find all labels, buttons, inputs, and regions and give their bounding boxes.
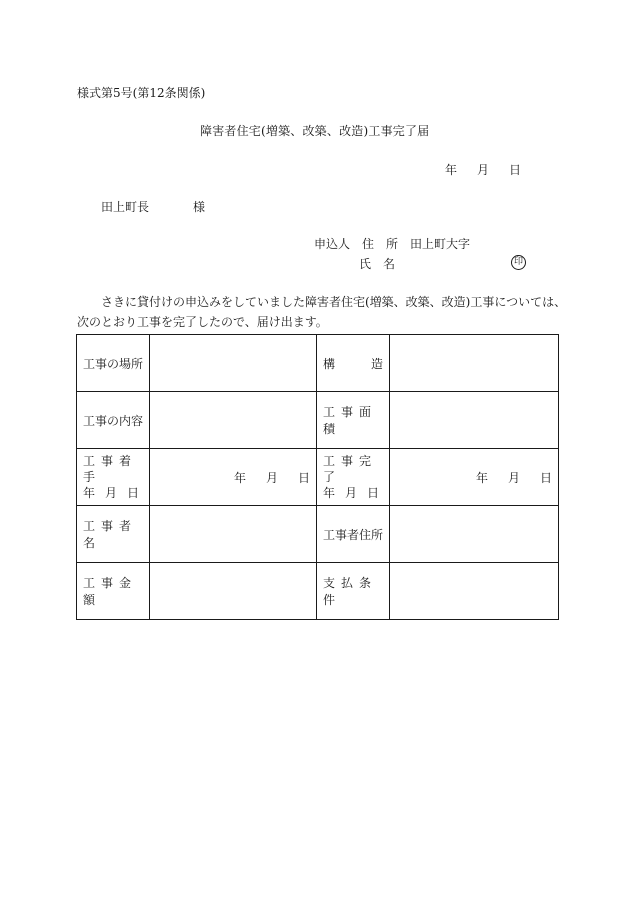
payment-terms-label: 支払条件 <box>317 563 390 620</box>
contractor-name-field[interactable] <box>150 506 317 563</box>
name-label: 氏 名 <box>359 257 396 271</box>
location-label: 工事の場所 <box>77 335 150 392</box>
addressee <box>101 198 205 215</box>
complete-date-label <box>317 449 390 506</box>
address-label: 住 所 <box>362 237 399 251</box>
start-date-label-line2: 年月日 <box>83 486 150 500</box>
contents-field[interactable] <box>150 392 317 449</box>
area-label: 工事面積 <box>317 392 390 449</box>
start-date-label-line1: 工事着手 <box>83 454 138 484</box>
body-text-line-2: 次のとおり工事を完了したので、届け出ます。 <box>77 315 328 329</box>
complete-date-field[interactable] <box>390 449 559 506</box>
date-day: 日 <box>509 163 522 177</box>
start-date-label <box>77 449 150 506</box>
applicant-name-line <box>359 255 395 272</box>
applicant-label: 申込人 <box>314 237 351 251</box>
date-year: 年 <box>445 163 458 177</box>
complete-date-label-line2: 年月日 <box>323 486 390 500</box>
contents-label: 工事の内容 <box>77 392 150 449</box>
complete-date-month: 月 <box>507 470 520 485</box>
complete-date-year: 年 <box>475 470 488 485</box>
complete-date-day: 日 <box>539 470 552 485</box>
address-value: 田上町大字 <box>410 237 471 251</box>
area-field[interactable] <box>390 392 559 449</box>
complete-date-label-line1: 工事完了 <box>323 454 378 484</box>
structure-field[interactable] <box>390 335 559 392</box>
table-row <box>77 506 559 563</box>
start-date-field[interactable] <box>150 449 317 506</box>
date-line <box>445 161 521 178</box>
structure-label: 構 造 <box>317 335 390 392</box>
work-details-table <box>76 334 559 620</box>
table-row <box>77 563 559 620</box>
document-title: 障害者住宅(増築、改築、改造)工事完了届 <box>200 124 430 138</box>
contractor-address-field[interactable] <box>390 506 559 563</box>
addressee-honorific: 様 <box>193 200 206 214</box>
table-row <box>77 392 559 449</box>
contractor-address-label: 工事者住所 <box>317 506 390 563</box>
start-date-year: 年 <box>233 470 246 485</box>
seal-mark: 印 <box>511 255 526 270</box>
start-date-month: 月 <box>265 470 278 485</box>
form-number: 様式第5号(第12条関係) <box>77 86 206 100</box>
addressee-name: 田上町長 <box>101 200 150 214</box>
contractor-name-label: 工事者名 <box>77 506 150 563</box>
payment-terms-field[interactable] <box>390 563 559 620</box>
applicant-address-line <box>314 235 470 252</box>
amount-field[interactable] <box>150 563 317 620</box>
start-date-day: 日 <box>297 470 310 485</box>
body-text-line-1: さきに貸付けの申込みをしていました障害者住宅(増築、改築、改造)工事については、 <box>101 295 567 309</box>
table-row <box>77 335 559 392</box>
location-field[interactable] <box>150 335 317 392</box>
amount-label: 工事金額 <box>77 563 150 620</box>
date-month: 月 <box>477 163 490 177</box>
table-row <box>77 449 559 506</box>
